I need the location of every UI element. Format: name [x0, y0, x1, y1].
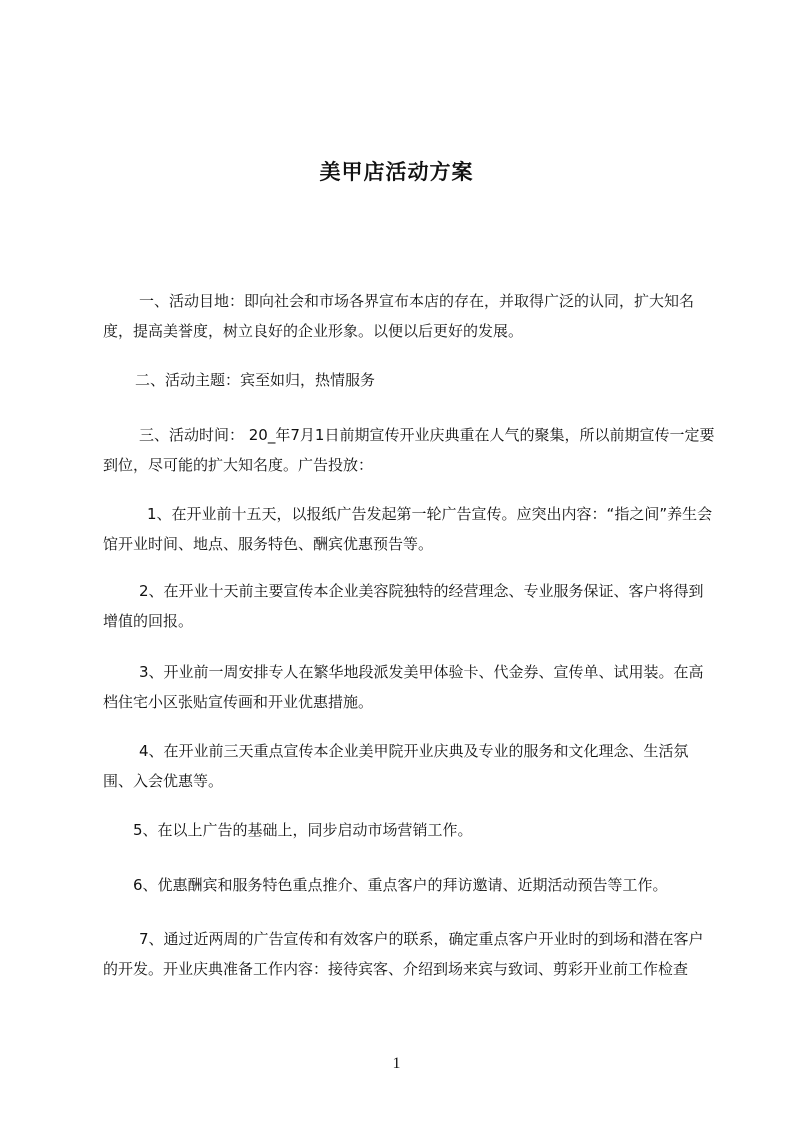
paragraph-activity-theme: 二、活动主题：宾至如归，热情服务 [135, 371, 376, 389]
paragraph-activity-purpose: 一、活动目地：即向社会和市场各界宣布本店的存在，并取得广泛的认同，扩大知名度，提高美誉度，树立良好的企业形象。以便以后更好的发展。 [103, 292, 695, 340]
page-number: 1 [392, 1055, 401, 1072]
document-title: 美甲店活动方案 [319, 160, 474, 185]
paragraph-ad-step-2: 2、在开业十天前主要宣传本企业美容院独特的经营理念、专业服务保证、客户将得到增值的回报。 [103, 582, 704, 630]
paragraph-ad-step-1: 1、在开业前十五天，以报纸广告发起第一轮广告宣传。应突出内容：“指之间”养生会馆开业时间、地点、服务特色、酬宾优惠预告等。 [103, 505, 713, 553]
paragraph-ad-step-6: 6、优惠酬宾和服务特色重点推介、重点客户的拜访邀请、近期活动预告等工作。 [133, 876, 668, 894]
paragraph-ad-step-5: 5、在以上广告的基础上，同步启动市场营销工作。 [133, 821, 473, 839]
paragraph-ad-step-7: 7、通过近两周的广告宣传和有效客户的联系，确定重点客户开业时的到场和潜在客户的开发。开业庆典准备工作内容：接待宾客、介绍到场来宾与致词、剪彩开业前工作检查 [103, 930, 704, 978]
paragraph-activity-time: 三、活动时间： 20_年7月1日前期宣传开业庆典重在人气的聚集，所以前期宣传一定要到位，尽可能的扩大知名度。广告投放： [103, 426, 715, 474]
paragraph-ad-step-3: 3、开业前一周安排专人在繁华地段派发美甲体验卡、代金券、宣传单、试用装。在高档住宅小区张贴宣传画和开业优惠措施。 [103, 663, 704, 711]
paragraph-ad-step-4: 4、在开业前三天重点宣传本企业美甲院开业庆典及专业的服务和文化理念、生活氛围、入会优惠等。 [103, 742, 689, 790]
